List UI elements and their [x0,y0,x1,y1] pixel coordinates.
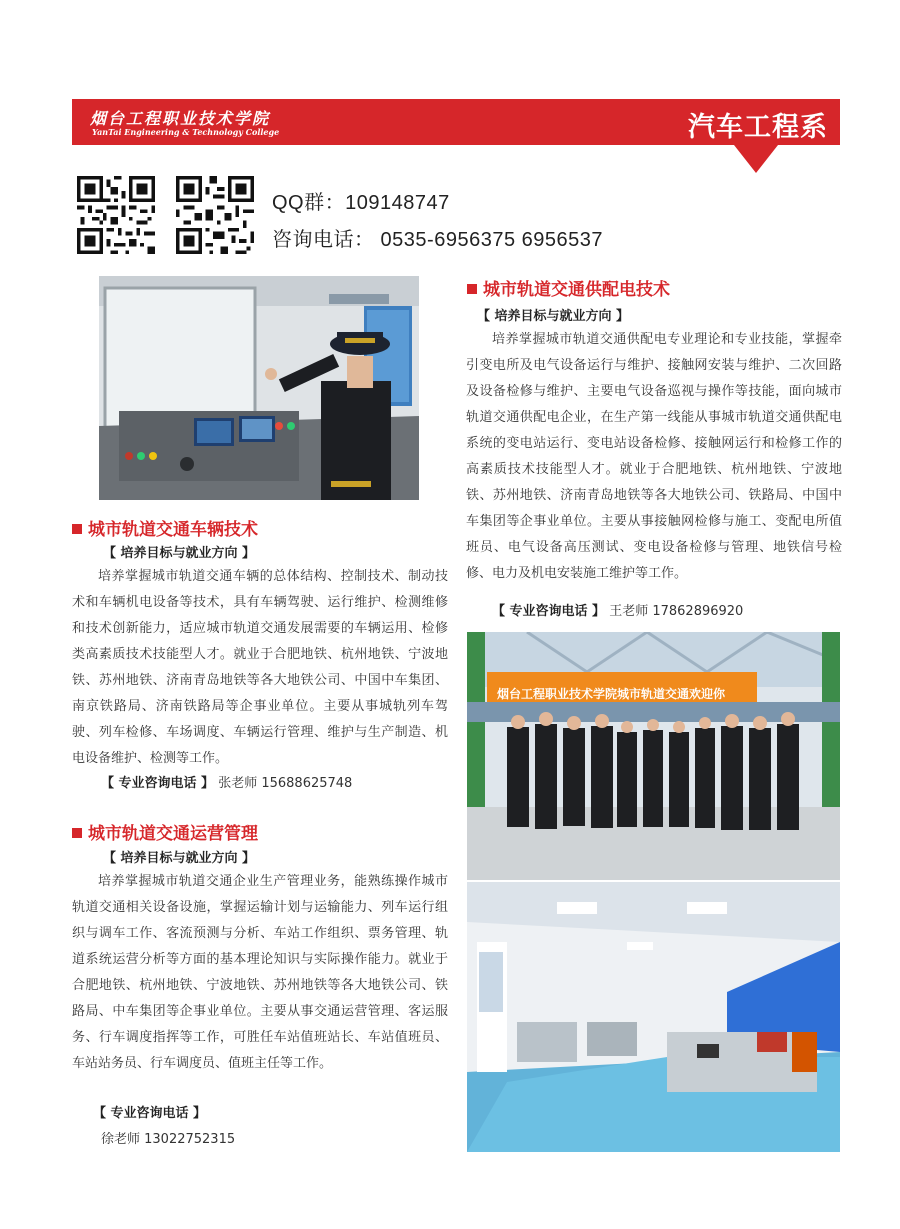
power-body: 培养掌握城市轨道交通供配电专业理论和专业技能，掌握牵引变电所及电气设备运行与维护、接触网安装与维护、二次回路及设备检修与维护、主要电气设备巡视与操作等技能，面向城市轨道交通供配电企业，在生产第一线能从事城市轨道交通供配电系统的变电站运行、变电站设备检修、接触网运行和检修工作的高素质技术技能型人才。就业于合肥地铁、杭州地铁、宁波地铁、苏州地铁、济南青岛地铁等各大地铁公司、铁路局、中国中车集团等企事业单位。主要从事接触网检修与施工、变配电所值班员、电气设备高压测试、变电设备检修与管理、地铁信号检修、电力及机电安装施工维护等工作。 [466,332,842,581]
operation-consult-label: 【 专业咨询电话 】 [93,1106,207,1121]
vehicle-subhead: 【 培养目标与就业方向 】 [103,546,256,561]
banner-notch [734,145,778,173]
operation-section-title: 城市轨道交通运营管理 [72,819,258,844]
operation-body: 培养掌握城市轨道交通企业生产管理业务，能熟练操作城市轨道交通相关设备设施，掌握运输计划与运输能力、列车运行组织与调车工作、客流预测与分析、车站工作组织、票务管理、轨道系统运营分析等方面的基本理论知识与实际操作能力。就业于合肥地铁、杭州地铁、宁波地铁、苏州地铁等各大地铁公司、铁路局、中车集团等企事业单位。主要从事交通运营管理、客运服务、行车调度指挥等工作，可胜任车站值班站长、车站值班员、车站站务员、行车调度员、值班主任等工作。 [72,874,448,1071]
qr-code-icon [77,176,155,254]
red-square-icon [467,284,477,294]
operation-consult-contact: 徐老师 13022752315 [101,1132,236,1147]
school-logo-en: YanTai Engineering & Technology College [92,127,280,137]
qr-code-icon [176,176,254,254]
header-banner [72,99,840,145]
school-logo-cn: 烟台工程职业技术学院 [90,109,271,128]
power-subhead: 【 培养目标与就业方向 】 [477,309,630,324]
vehicle-consult: 【 专业咨询电话 】 张老师 15688625748 [101,776,353,791]
qq-group: QQ群：109148747 [272,192,450,214]
vehicle-body: 培养掌握城市轨道交通车辆的总体结构、控制技术、制动技术和车辆机电设备等技术，具有车辆驾驶、运行维护、检测维修和技术创新能力，适应城市轨道交通发展需要的车辆运用、检修类高素质技术技能型人才。就业于合肥地铁、杭州地铁、宁波地铁、苏州地铁、济南青岛地铁等各大地铁公司、中国中车集团、南京铁路局、济南铁路局等企事业单位。主要从事城轨列车驾驶、列车检修、车场调度、车辆运行管理、维护与生产制造、机电设备维护、检测等工作。 [72,569,448,766]
banner-sign-text: 烟台工程职业技术学院城市轨道交通欢迎你 [497,687,726,701]
red-square-icon [72,828,82,838]
department-title: 汽车工程系 [688,112,828,143]
train-cab-photo [99,276,419,500]
vehicle-consult-contact: 张老师 15688625748 [218,776,353,791]
power-section-title: 城市轨道交通供配电技术 [467,275,670,300]
power-consult: 【 专业咨询电话 】 王老师 17862896920 [492,604,744,619]
vehicle-section-title: 城市轨道交通车辆技术 [72,515,258,540]
consult-phone: 咨询电话： 0535-6956375 6956537 [272,229,603,251]
power-consult-contact: 王老师 17862896920 [609,604,744,619]
operation-subhead: 【 培养目标与就业方向 】 [103,851,256,866]
team-photo [467,632,840,880]
lab-photo [467,882,840,1152]
red-square-icon [72,524,82,534]
